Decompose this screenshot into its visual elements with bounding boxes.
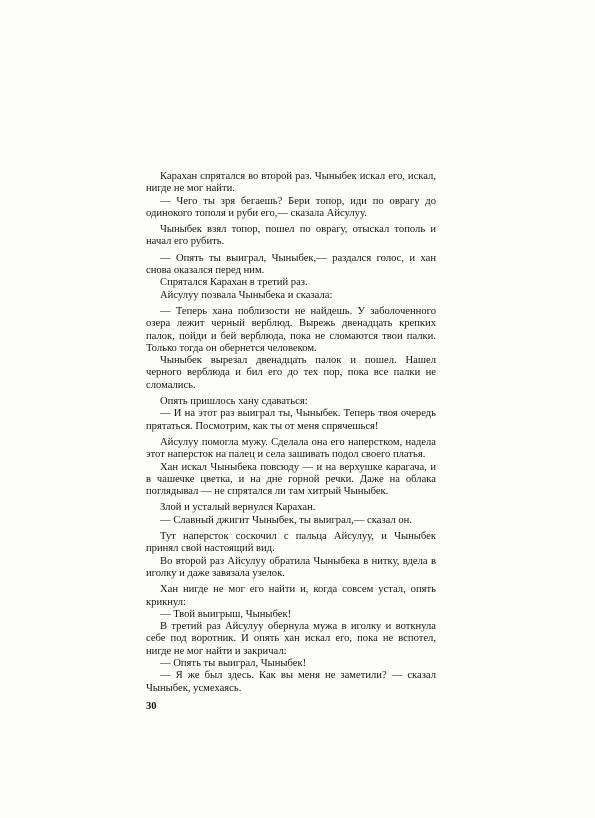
paragraph: Опять пришлось хану сдаваться: bbox=[160, 396, 308, 408]
paragraph: — Чего ты зря бегаешь? Бери топор, иди по оврагу до одинокого тополя и руби его,— сказала Айсулуу. bbox=[146, 195, 436, 219]
paragraph: — Твой выигрыш, Чыныбек! bbox=[160, 608, 292, 620]
paragraph: Чыныбек взял топор, пошел по оврагу, отыскал тополь и начал его рубить. bbox=[146, 224, 436, 248]
paragraph: Во второй раз Айсулуу обратила Чыныбека в нитку, вдела в иголку и даже завязала узелок. bbox=[146, 555, 436, 579]
paragraph: Карахан спрятался во второй раз. Чыныбек искал его, искал, нигде не мог найти. bbox=[146, 171, 436, 195]
paragraph: — Я же был здесь. Как вы меня не заметили? — сказал Чыныбек, усмехаясь. bbox=[146, 670, 436, 694]
paragraph: В третий раз Айсулуу обернула мужа в иголку и воткнула себе под воротник. И опять хан искал его, пока не вспотел, нигде не мог найти и закричал: bbox=[146, 621, 436, 657]
paragraph: Тут наперсток соскочил с пальца Айсулуу, и Чыныбек принял свой настоящий вид. bbox=[146, 531, 436, 555]
paragraph: Айсулуу позвала Чыныбека и сказала: bbox=[160, 289, 333, 301]
paragraph: Злой и усталый вернулся Карахан. bbox=[160, 502, 316, 514]
page-number: 30 bbox=[146, 701, 157, 712]
story-text bbox=[146, 171, 436, 695]
paragraph: — Опять ты выиграл, Чыныбек,— раздался голос, и хан снова оказался перед ним. bbox=[146, 252, 436, 277]
paragraph: Чыныбек вырезал двенадцать палок и пошел. Нашел черного верблюда и бил его до тех пор, пока все палки не сломались. bbox=[146, 355, 436, 391]
paragraph: Хан нигде не мог его найти и, когда совсем устал, опять крикнул: bbox=[146, 584, 436, 608]
paragraph: — Опять ты выиграл, Чыныбек! bbox=[160, 657, 307, 669]
paragraph: — Теперь хана поблизости не найдешь. У заболоченного озера лежит черный верблюд. Вырежь двенадцать крепких палок, пойди и бей верблюда, пока не сломаются твои палки. Только тогда он обернется человеком. bbox=[146, 305, 436, 354]
paragraph: Хан искал Чыныбека повсюду — и на верхушке карагача, и в чашечке цветка, и на дне горной речки. Даже на облака поглядывал — не спрятался ли там хитрый Чыныбек. bbox=[146, 461, 436, 498]
paragraph: Айсулуу помогла мужу. Сделала она его наперстком, надела этот наперсток на палец и села зашивать подол своего платья. bbox=[146, 436, 436, 461]
paragraph: — И на этот раз выиграл ты, Чыныбек. Теперь твоя очередь прятаться. Посмотрим, как ты от меня спрячешься! bbox=[146, 408, 436, 432]
paragraph: Спрятался Карахан в третий раз. bbox=[160, 277, 308, 289]
paragraph: — Славный джигит Чыныбек, ты выиграл,— сказал он. bbox=[160, 514, 412, 526]
